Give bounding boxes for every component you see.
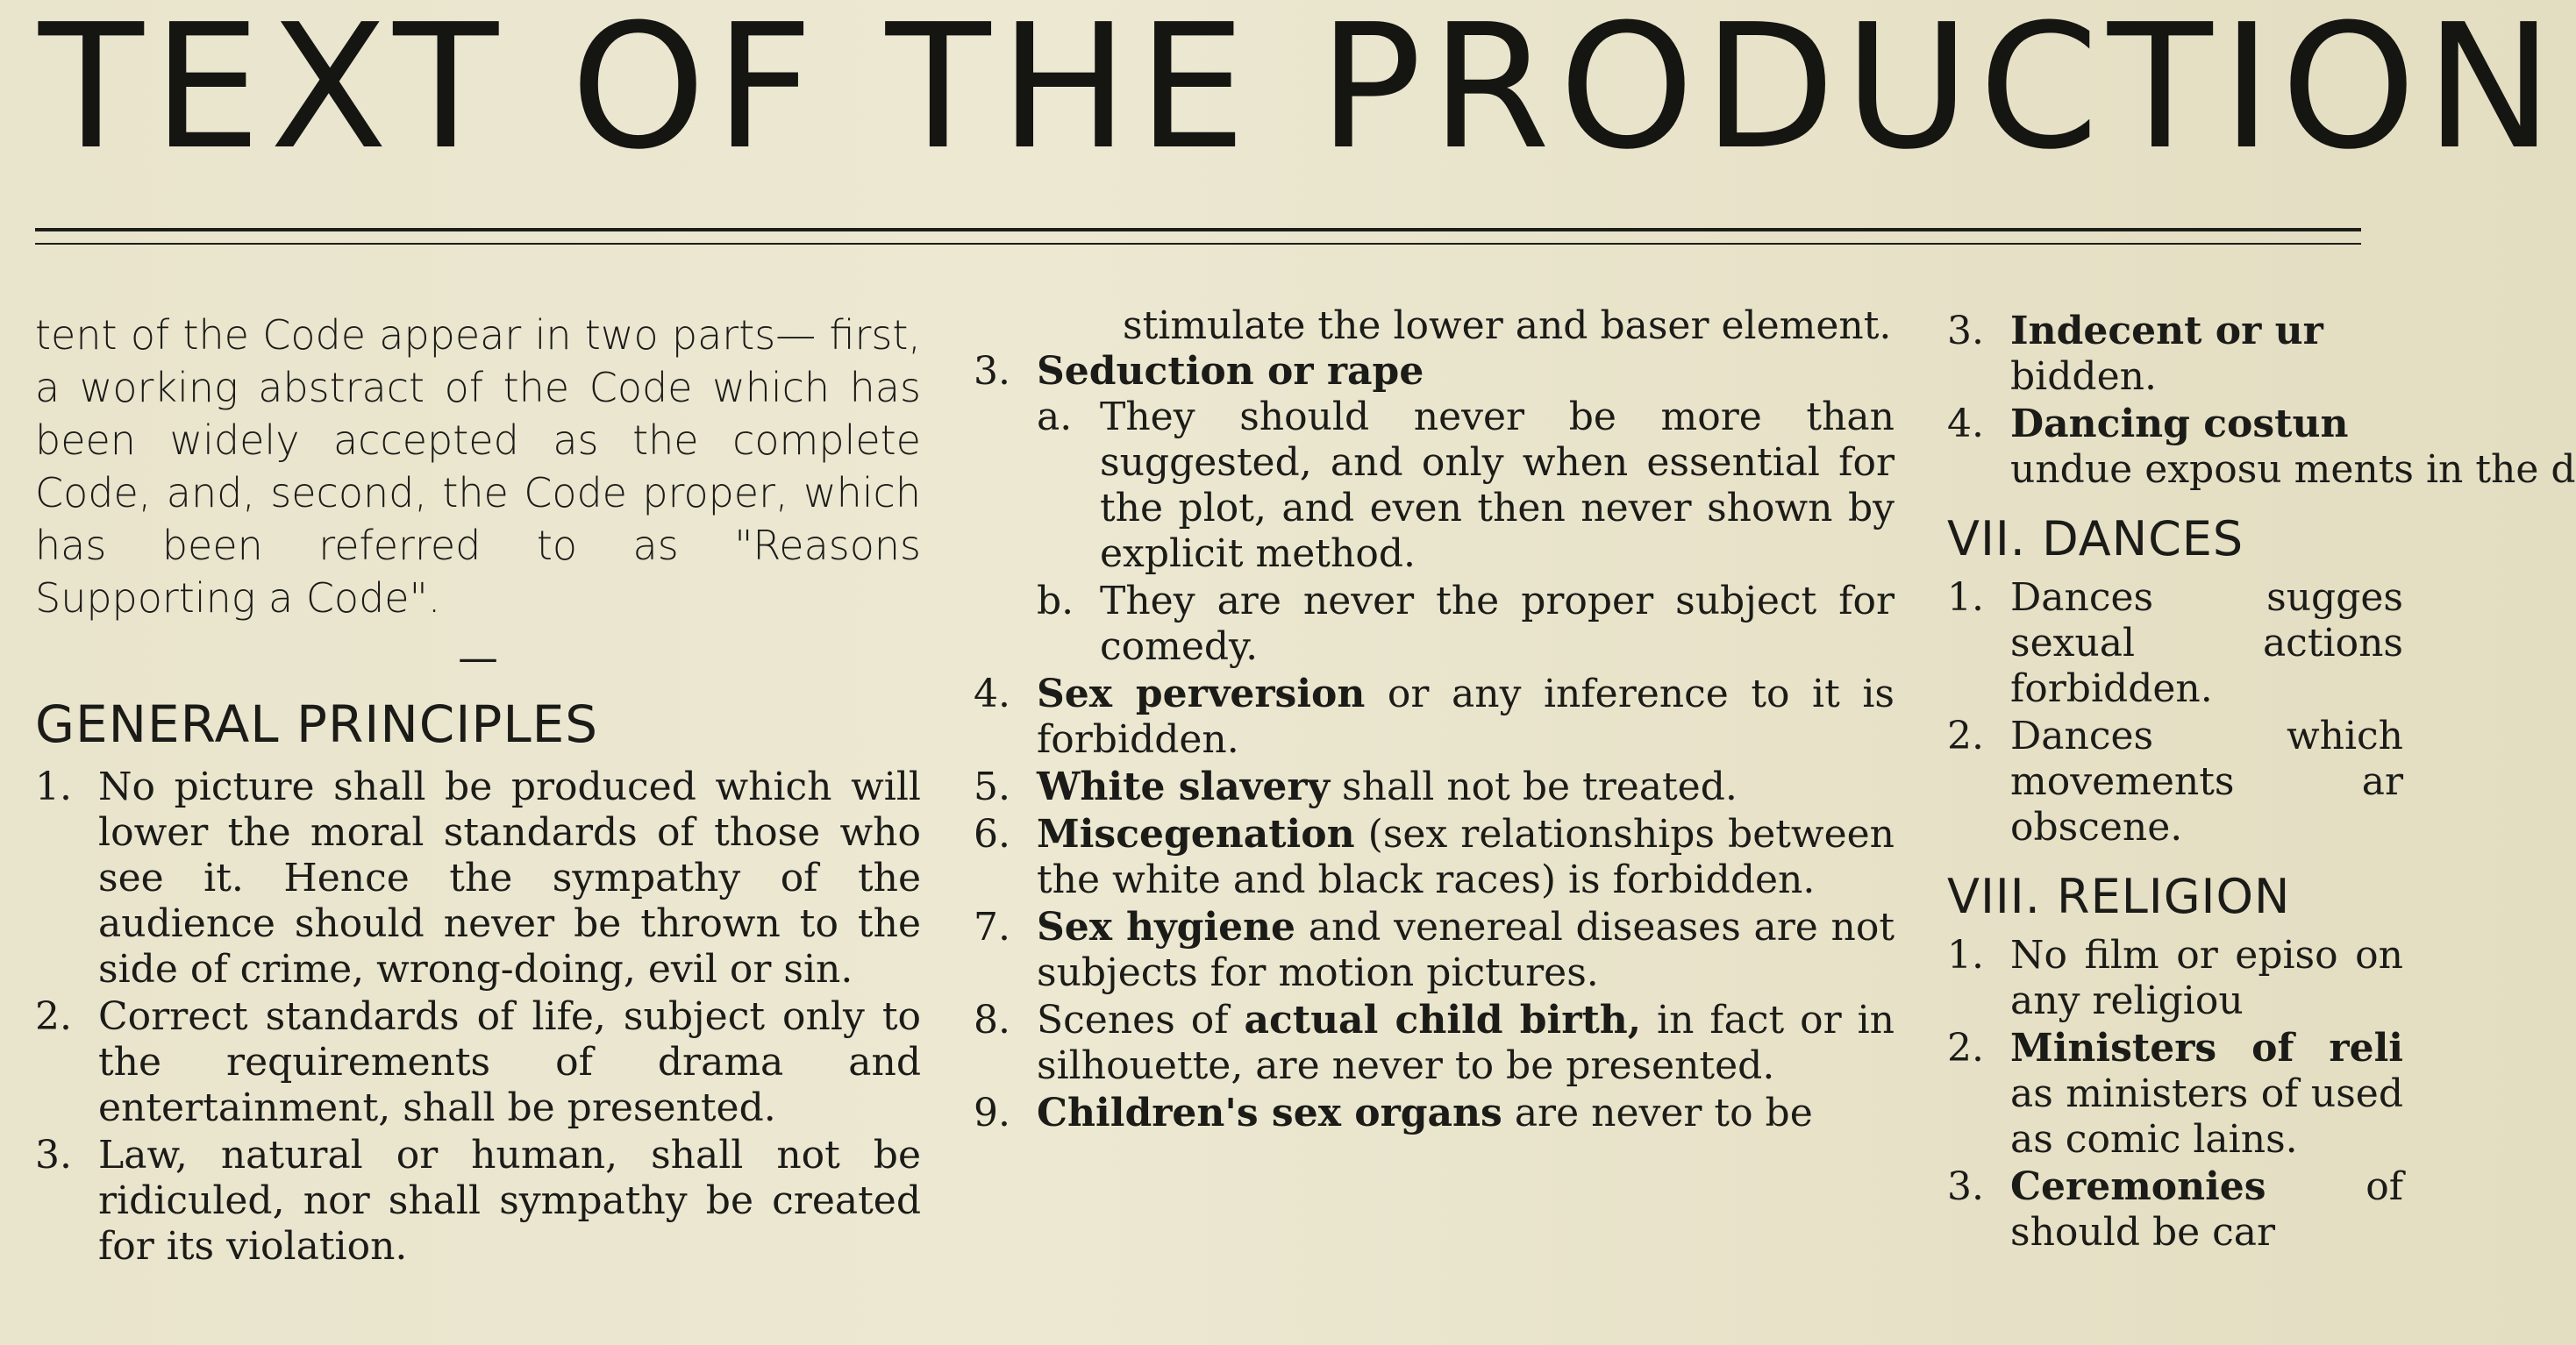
item-number: 2. xyxy=(1947,1026,1984,1071)
item-text: and venereal diseases are not subjects for motion pictures. xyxy=(1037,905,1895,995)
item-text: Correct standards of life, subject only to the requirements of drama and entertainment, shall be presented. xyxy=(98,994,921,1130)
list-item xyxy=(35,1133,921,1270)
item-bold-term: Sex perversion xyxy=(1037,672,1366,716)
item-number: 1. xyxy=(35,765,72,809)
list-item xyxy=(1947,933,2403,1024)
continued-text: stimulate the lower and baser element. xyxy=(1123,303,1892,348)
item-number: 4. xyxy=(974,672,1010,716)
item-bold-term: Children's sex organs xyxy=(1037,1091,1502,1135)
list-item xyxy=(1947,309,2403,400)
dances-heading: VII. DANCES xyxy=(1947,511,2244,566)
sub-item xyxy=(1037,579,1895,670)
item-bold-term: Dancing costun xyxy=(2010,402,2349,446)
item-number: 8. xyxy=(974,998,1010,1043)
item-number: 3. xyxy=(1947,309,1984,353)
list-item xyxy=(974,812,1895,903)
item-number: 1. xyxy=(1947,933,1984,978)
item-number: 7. xyxy=(974,905,1010,950)
item-bold-term: Ministers of reli xyxy=(2010,1026,2403,1071)
column-right xyxy=(1947,309,2576,1257)
item-text: of should be car xyxy=(2010,1164,2403,1255)
item-text: are never to be xyxy=(1502,1091,1813,1135)
item-number: 9. xyxy=(974,1091,1010,1135)
list-item xyxy=(974,998,1895,1089)
item-number: 2. xyxy=(35,994,72,1039)
list-item xyxy=(1947,1164,2403,1256)
religion-heading: VIII. RELIGION xyxy=(1947,869,2291,924)
item-number: 5. xyxy=(974,765,1010,809)
list-item xyxy=(974,349,1895,670)
sub-item xyxy=(1037,395,1895,577)
item-pre-text: Scenes of xyxy=(1037,998,1245,1043)
code-list xyxy=(974,349,1895,1136)
sub-item-text: They should never be more than suggested, and only when essential for the plot, and even then never shown by explicit method. xyxy=(1100,395,1895,576)
list-item xyxy=(35,994,921,1131)
item-text: Law, natural or human, shall not be ridiculed, nor shall sympathy be created for its violation. xyxy=(98,1133,921,1269)
item-bold-term: White slavery xyxy=(1037,765,1331,809)
list-item xyxy=(1947,1026,2403,1163)
item-bold-term: Miscegenation xyxy=(1037,812,1355,857)
item-text: No picture shall be produced which will lower the moral standards of those who see it. Hence the sympathy of the audience should never be thrown to the side of crime, wrong-doing, evil or sin. xyxy=(98,765,921,992)
general-principles-heading: GENERAL PRINCIPLES xyxy=(35,694,599,754)
item-text: as ministers of used as comic lains. xyxy=(2010,1071,2403,1162)
item-bold-term: Indecent or ur xyxy=(2010,309,2323,353)
costume-list xyxy=(1947,309,2576,493)
item-bold-term: Seduction or rape xyxy=(1037,349,1424,394)
religion-list xyxy=(1947,933,2403,1256)
sub-list xyxy=(1037,395,1895,670)
item-text: No film or episo on any religiou xyxy=(2010,933,2403,1023)
list-item xyxy=(974,1091,1895,1136)
list-item xyxy=(1947,402,2576,493)
item-text: Dances sugges sexual actions forbidden. xyxy=(2010,575,2403,711)
item-number: 4. xyxy=(1947,402,1984,446)
list-item xyxy=(974,905,1895,996)
item-bold-term: Ceremonies xyxy=(2010,1164,2266,1209)
sub-item-text: They are never the proper subject for comedy. xyxy=(1100,579,1895,669)
intro-paragraph xyxy=(35,309,921,624)
column-left xyxy=(35,309,921,1271)
item-text: or any inference to it is forbidden. xyxy=(1037,672,1895,762)
intro-text: tent of the Code appear in two parts— first, a working abstract of the Code which has been widely accepted as the complete Code, and, second, the Code proper, which has been referred to as "Reasons Supporting a Code". xyxy=(35,311,921,622)
list-item xyxy=(1947,714,2403,850)
item-bold-term: actual child birth, xyxy=(1244,998,1642,1043)
item-text: Dances which movements ar obscene. xyxy=(2010,714,2403,850)
section-divider: — xyxy=(458,634,498,681)
list-item xyxy=(974,672,1895,763)
heavy-rule xyxy=(35,228,2361,231)
item-text: in fact or in silhouette, are never to be presented. xyxy=(1037,998,1895,1088)
dances-list xyxy=(1947,575,2403,850)
sub-item-letter: a. xyxy=(1037,395,1073,439)
item-text: shall not be treated. xyxy=(1330,765,1738,809)
column-middle xyxy=(974,303,1895,1138)
item-text: undue exposu ments in the d xyxy=(2010,447,2576,492)
item-bold-term: Sex hygiene xyxy=(1037,905,1296,950)
item-number: 3. xyxy=(1947,1164,1984,1209)
item-text: bidden. xyxy=(2010,354,2157,399)
sub-item-letter: b. xyxy=(1037,579,1074,623)
list-item xyxy=(35,765,921,993)
item-number: 2. xyxy=(1947,714,1984,758)
item-number: 1. xyxy=(1947,575,1984,620)
list-item xyxy=(974,765,1895,810)
item-number: 3. xyxy=(35,1133,72,1178)
thin-rule xyxy=(35,243,2361,245)
item-number: 3. xyxy=(974,349,1010,394)
general-principles-list xyxy=(35,765,921,1270)
item-number: 6. xyxy=(974,812,1010,857)
item-text: (sex relationships between the white and black races) is forbidden. xyxy=(1037,812,1895,902)
page-headline: TEXT OF THE PRODUCTION xyxy=(39,0,2563,188)
list-item xyxy=(1947,575,2403,712)
